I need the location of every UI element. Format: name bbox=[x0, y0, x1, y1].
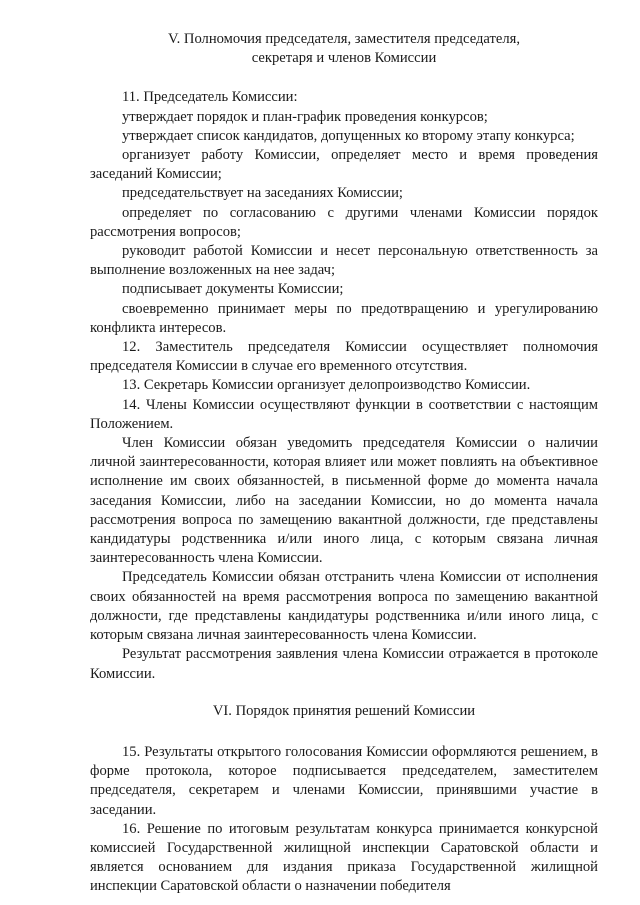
paragraph: определяет по согласованию с другими членами Комиссии порядок рассмотрения вопросов; bbox=[90, 204, 598, 240]
section-5-title-line-1: V. Полномочия председателя, заместителя председателя, bbox=[167, 31, 521, 47]
paragraph: руководит работой Комиссии и несет персональную ответственность за выполнение возложенных на нее задач; bbox=[90, 243, 598, 279]
paragraph: своевременно принимает меры по предотвращению и урегулированию конфликта интересов. bbox=[90, 300, 598, 336]
paragraph: подписывает документы Комиссии; bbox=[122, 281, 344, 298]
paragraph: 16. Решение по итоговым результатам конкурса принимается конкурсной комиссией Государственной жилищной инспекции Саратовской области и является основанием для издания приказа Государственной жилищной инспекции Саратовской области о назначении победителя bbox=[90, 820, 598, 895]
paragraph: утверждает список кандидатов, допущенных ко второму этапу конкурса; bbox=[122, 127, 575, 144]
section-6-title: VI. Порядок принятия решений Комиссии bbox=[212, 702, 476, 719]
paragraph: утверждает порядок и план-график проведения конкурсов; bbox=[122, 108, 488, 125]
section-5-body bbox=[90, 88, 598, 683]
paragraph: 14. Члены Комиссии осуществляют функции в соответствии с настоящим Положением. bbox=[90, 396, 598, 432]
paragraph: Член Комиссии обязан уведомить председателя Комиссии о наличии личной заинтересованности, которая влияет или может повлиять на объективное исполнение им своих обязанностей, в письменной форме до момента начала заседания Комиссии, либо на заседании Комиссии, но до момента начала рассмотрения вопроса по замещению вакантной должности, где представлены кандидатуры родственника и/или иного лица, с которым связана личная заинтересованность члена Комиссии. bbox=[90, 435, 598, 567]
paragraph: Результат рассмотрения заявления члена Комиссии отражается в протоколе Комиссии. bbox=[90, 646, 598, 682]
paragraph: 11. Председатель Комиссии: bbox=[122, 89, 298, 106]
paragraph: 13. Секретарь Комиссии организует делопроизводство Комиссии. bbox=[122, 377, 531, 394]
section-6-body bbox=[90, 743, 598, 897]
paragraph: 12. Заместитель председателя Комиссии осуществляет полномочия председателя Комиссии в случае его временного отсутствия. bbox=[90, 339, 598, 375]
paragraph: председательствует на заседаниях Комиссии; bbox=[122, 185, 403, 202]
section-5-title bbox=[90, 30, 598, 68]
section-5-title-line-2: секретаря и членов Комиссии bbox=[251, 50, 437, 67]
paragraph: 15. Результаты открытого голосования Комиссии оформляются решением, в форме протокола, которое подписывается председателем, заместителем председателя, секретарем и членами Комиссии, принявшими участие в заседании. bbox=[90, 743, 598, 818]
paragraph: Председатель Комиссии обязан отстранить члена Комиссии от исполнения своих обязанностей на время рассмотрения вопроса по замещению вакантной должности, где представлены кандидатуры родственника и/или иного лица, с которым связана личная заинтересованность члена Комиссии. bbox=[90, 569, 598, 644]
paragraph: организует работу Комиссии, определяет место и время проведения заседаний Комиссии; bbox=[90, 147, 598, 183]
